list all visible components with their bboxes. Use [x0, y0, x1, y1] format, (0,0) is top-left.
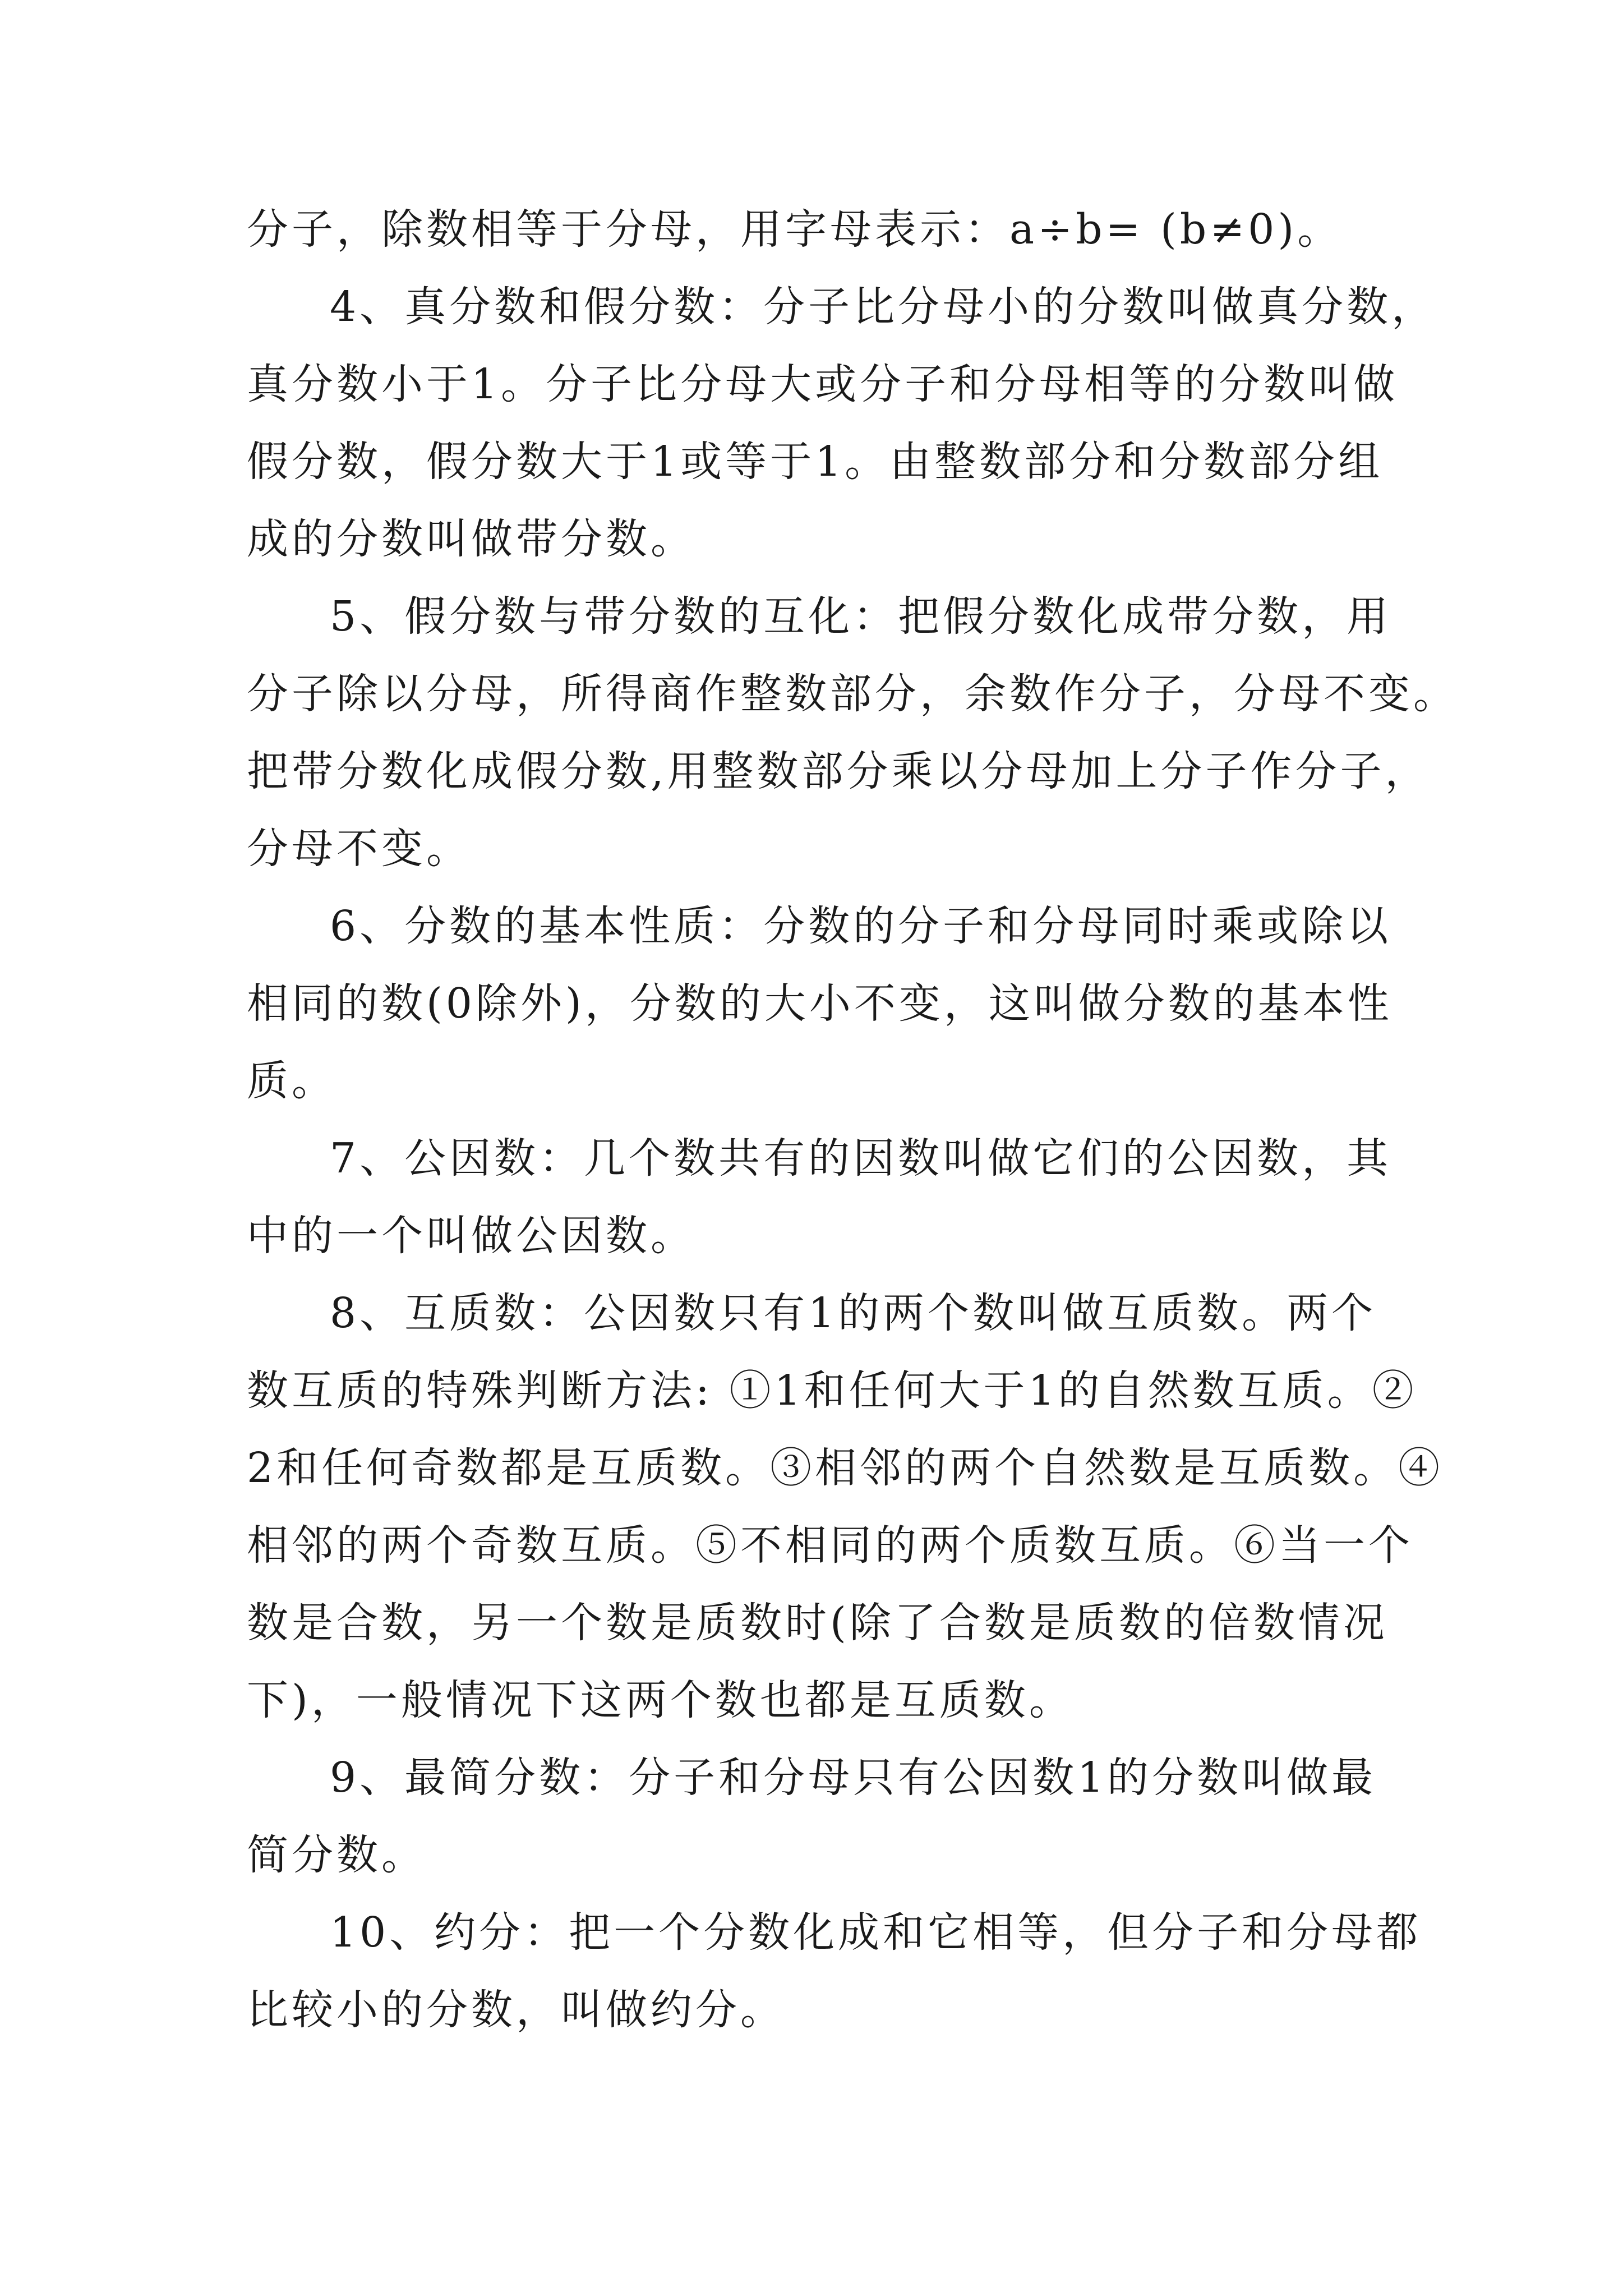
- text-line: 成的分数叫做带分数。: [247, 515, 695, 563]
- text-line: 分子，除数相等于分母，用字母表示：a÷b= (b≠0)。: [247, 205, 1343, 254]
- paragraph-7-line-1: 7、公因数：几个数共有的因数叫做它们的公因数，其: [330, 1134, 1392, 1182]
- paragraph-8-line-1: 8、互质数：公因数只有1的两个数叫做互质数。两个: [330, 1289, 1377, 1337]
- text-line: 比较小的分数，叫做约分。: [247, 1986, 785, 2034]
- paragraph-4-line-1: 4、真分数和假分数：分子比分母小的分数叫做真分数，: [330, 283, 1437, 331]
- text-line: 假分数，假分数大于1或等于1。由整数部分和分数部分组: [247, 438, 1384, 486]
- text-line: 简分数。: [247, 1831, 426, 1879]
- text-line: 分子除以分母，所得商作整数部分，余数作分子，分母不变。: [247, 670, 1458, 718]
- text-line: 分母不变。: [247, 825, 471, 873]
- paragraph-5-line-1: 5、假分数与带分数的互化：把假分数化成带分数，用: [330, 592, 1392, 641]
- text-line: 质。: [247, 1057, 336, 1105]
- paragraph-6-line-1: 6、分数的基本性质：分数的分子和分母同时乘或除以: [330, 902, 1392, 950]
- text-line: 2和任何奇数都是互质数。③相邻的两个自然数是互质数。④: [247, 1444, 1444, 1492]
- text-line: 把带分数化成假分数,用整数部分乘以分母加上分子作分子，: [247, 747, 1430, 795]
- text-line: 相同的数(0除外)，分数的大小不变，这叫做分数的基本性: [247, 979, 1393, 1028]
- text-line: 数互质的特殊判断方法: ①1和任何大于1的自然数互质。②: [247, 1366, 1417, 1415]
- document-body: [247, 191, 1458, 2049]
- text-line: 数是合数，另一个数是质数时(除了合数是质数的倍数情况: [247, 1599, 1388, 1647]
- paragraph-10-line-1: 10、约分：把一个分数化成和它相等，但分子和分母都: [330, 1908, 1422, 1957]
- text-line: 中的一个叫做公因数。: [247, 1212, 695, 1260]
- text-line: 真分数小于1。分子比分母大或分子和分母相等的分数叫做: [247, 360, 1399, 408]
- text-line: 下)，一般情况下这两个数也都是互质数。: [247, 1676, 1074, 1724]
- text-line: 相邻的两个奇数互质。⑤不相同的两个质数互质。⑥当一个: [247, 1521, 1413, 1570]
- paragraph-9-line-1: 9、最简分数：分子和分母只有公因数1的分数叫做最: [330, 1754, 1377, 1802]
